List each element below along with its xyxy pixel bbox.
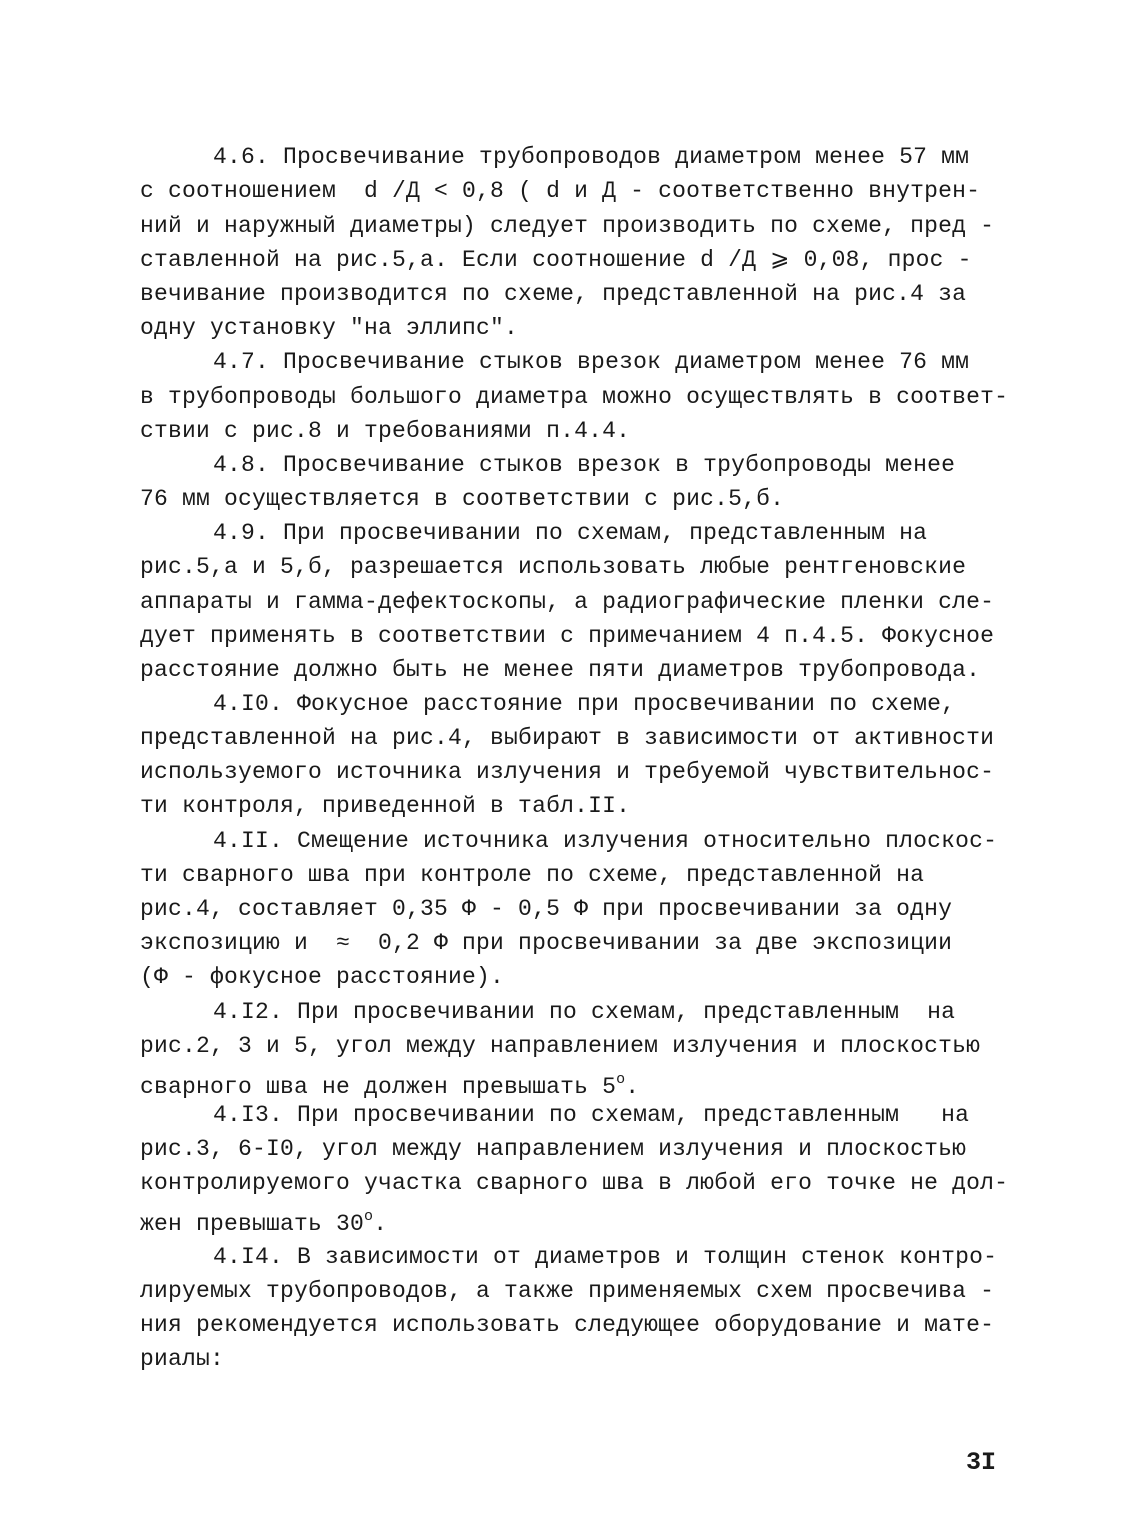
text-line: ния рекомендуется использовать следующее оборудование и мате- <box>140 1312 995 1338</box>
text-line: рис.4, составляет 0,35 Ф - 0,5 Ф при просвечивании за одну <box>140 896 953 922</box>
text-line: 4.I4. В зависимости от диаметров и толщин стенок контро- <box>213 1244 998 1270</box>
text-line: 76 мм осуществляется в соответствии с рис.5,б. <box>140 486 785 512</box>
text-line-with-degree <box>140 1200 387 1241</box>
text-line: контролируемого участка сварного шва в любой его точке не дол- <box>140 1170 1009 1196</box>
text-line: 4.8. Просвечивание стыков врезок в трубопроводы менее <box>213 452 956 478</box>
degree-superscript: о <box>364 1208 374 1225</box>
text-line: жен превышать 30 <box>140 1211 365 1237</box>
text-line: сварного шва не должен превышать 5 <box>140 1074 617 1100</box>
text-line: одну установку "на эллипс". <box>140 315 519 341</box>
text-line: ствии с рис.8 и требованиями п.4.4. <box>140 418 631 444</box>
text-line: ставленной на рис.5,а. Если соотношение d /Д ⩾ 0,08, прос - <box>140 247 972 273</box>
text-line: ти сварного шва при контроле по схеме, представленной на <box>140 862 925 888</box>
text-line: рис.3, 6-I0, угол между направлением излучения и плоскостью <box>140 1136 967 1162</box>
text-line: экспозицию и ≈ 0,2 Ф при просвечивании за две экспозиции <box>140 930 953 956</box>
text-line: рис.2, 3 и 5, угол между направлением излучения и плоскостью <box>140 1033 981 1059</box>
text-line: 4.I3. При просвечивании по схемам, представленным на <box>213 1102 970 1128</box>
text-line: вечивание производится по схеме, представленной на рис.4 за <box>140 281 967 307</box>
page-number: 3I <box>966 1448 997 1477</box>
text-line: ти контроля, приведенной в табл.II. <box>140 793 631 819</box>
text-line: риалы: <box>140 1346 225 1372</box>
text-line: 4.7. Просвечивание стыков врезок диаметром менее 76 мм <box>213 349 970 375</box>
text-line: в трубопроводы большого диаметра можно осуществлять в соответ- <box>140 384 1009 410</box>
text-line: аппараты и гамма-дефектоскопы, а радиографические пленки сле- <box>140 589 995 615</box>
text-line: (Ф - фокусное расстояние). <box>140 964 505 990</box>
sentence-end: . <box>373 1211 388 1237</box>
text-line: ний и наружный диаметры) следует производить по схеме, пред - <box>140 213 995 239</box>
degree-superscript: о <box>616 1071 626 1088</box>
text-line: 4.I2. При просвечивании по схемам, представленным на <box>213 999 956 1025</box>
text-line: 4.I0. Фокусное расстояние при просвечивании по схеме, <box>213 691 956 717</box>
text-line: с соотношением d /Д < 0,8 ( d и Д - соответственно внутрен- <box>140 178 981 204</box>
text-line: представленной на рис.4, выбирают в зависимости от активности <box>140 725 995 751</box>
text-line: лируемых трубопроводов, а также применяемых схем просвечива - <box>140 1278 995 1304</box>
text-line: дует применять в соответствии с примечанием 4 п.4.5. Фокусное <box>140 623 995 649</box>
text-line: используемого источника излучения и требуемой чувствительнос- <box>140 759 995 785</box>
text-line: расстояние должно быть не менее пяти диаметров трубопровода. <box>140 657 981 683</box>
text-line: 4.6. Просвечивание трубопроводов диаметром менее 57 мм <box>213 144 970 170</box>
text-line: рис.5,а и 5,б, разрешается использовать любые рентгеновские <box>140 554 967 580</box>
sentence-end: . <box>625 1074 640 1100</box>
text-line: 4.II. Смещение источника излучения относительно плоскос- <box>213 828 998 854</box>
text-line: 4.9. При просвечивании по схемам, представленным на <box>213 520 928 546</box>
